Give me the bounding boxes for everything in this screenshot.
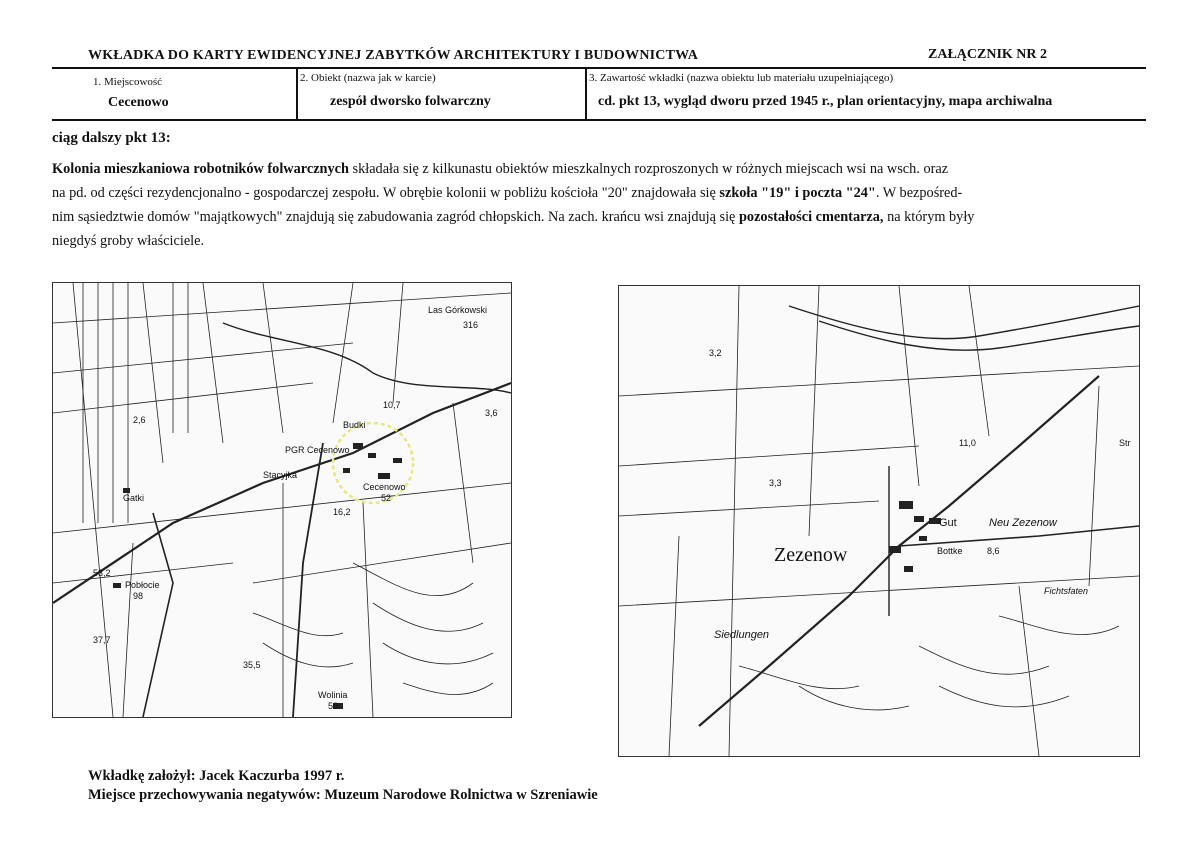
table-top-border <box>52 67 1146 69</box>
svg-text:3,6: 3,6 <box>485 408 498 418</box>
topographic-map-left <box>52 282 512 718</box>
svg-text:316: 316 <box>463 320 479 330</box>
svg-text:3,3: 3,3 <box>769 478 782 488</box>
table-divider-2 <box>585 67 587 120</box>
svg-text:50: 50 <box>328 701 339 711</box>
svg-text:Cecenowo: Cecenowo <box>363 482 406 492</box>
svg-text:Siedlungen: Siedlungen <box>714 629 770 641</box>
body-line-4: niegdyś groby właściciele. <box>52 233 205 249</box>
svg-text:Bottke: Bottke <box>937 546 963 556</box>
table-bottom-border <box>52 119 1146 121</box>
svg-text:PGR Cecenowo: PGR Cecenowo <box>285 445 350 455</box>
svg-text:10,7: 10,7 <box>383 400 401 410</box>
svg-text:3,2: 3,2 <box>709 348 722 358</box>
section-heading: ciąg dalszy pkt 13: <box>52 130 171 146</box>
svg-text:Gatki: Gatki <box>123 493 145 503</box>
svg-text:2,6: 2,6 <box>133 415 146 425</box>
svg-text:35,5: 35,5 <box>243 660 261 670</box>
svg-text:Stacyjka: Stacyjka <box>263 470 298 480</box>
attachment-label: ZAŁĄCZNIK NR 2 <box>928 47 1048 62</box>
svg-text:Budki: Budki <box>343 420 366 430</box>
content-label: 3. Zawartość wkładki (nazwa obiektu lub materiału uzupełniającego) <box>589 72 894 84</box>
svg-text:Wolinia: Wolinia <box>318 690 348 700</box>
body-line-1: Kolonia mieszkaniowa robotników folwarcznych składała się z kilkunastu obiektów mieszkalnych rozproszonych w różnych miejscach wsi na wsch. oraz <box>52 161 949 177</box>
svg-text:37,7: 37,7 <box>93 635 111 645</box>
map-left-drawing <box>53 283 511 717</box>
body-line-2: na pd. od części rezydencjonalno - gospodarczej zespołu. W obrębie kolonii w pobliżu kościoła "20" znajdowała się szkoła "19" i poczta "24". W bezpośred- <box>52 185 963 201</box>
svg-text:16,2: 16,2 <box>333 507 351 517</box>
map-right-drawing <box>619 286 1139 756</box>
created-by-line: Wkładkę założył: Jacek Kaczurba 1997 r. <box>88 768 345 784</box>
document-title: WKŁADKA DO KARTY EWIDENCYJNEJ ZABYTKÓW ARCHITEKTURY I BUDOWNICTWA <box>88 48 699 63</box>
object-label: 2. Obiekt (nazwa jak w karcie) <box>300 72 436 84</box>
negative-storage-line: Miejsce przechowywania negatywów: Muzeum Narodowe Rolnictwa w Szreniawie <box>88 787 598 803</box>
locality-label: 1. Miejscowość <box>93 76 163 88</box>
svg-text:Las Górkowski: Las Górkowski <box>428 305 488 315</box>
svg-text:Str: Str <box>1119 438 1131 448</box>
table-divider-1 <box>296 67 298 120</box>
svg-text:53,2: 53,2 <box>93 568 111 578</box>
svg-text:Neu Zezenow: Neu Zezenow <box>989 517 1057 529</box>
svg-text:98: 98 <box>133 591 144 601</box>
locality-value: Cecenowo <box>108 95 169 110</box>
svg-text:Gut: Gut <box>939 517 957 529</box>
svg-text:Fichtsfaten: Fichtsfaten <box>1044 586 1089 596</box>
object-value: zespół dworsko folwarczny <box>330 94 491 109</box>
svg-text:11,0: 11,0 <box>959 438 976 448</box>
svg-text:Pobłocie: Pobłocie <box>125 580 160 590</box>
content-value: cd. pkt 13, wygląd dworu przed 1945 r., plan orientacyjny, mapa archiwalna <box>598 94 1053 109</box>
body-line-3: nim sąsiedztwie domów "majątkowych" znajdują się zabudowania zagród chłopskich. Na zach. krańcu wsi znajdują się pozostałości cmentarza, na którym były <box>52 209 975 225</box>
svg-text:Zezenow: Zezenow <box>774 544 848 566</box>
svg-text:52: 52 <box>381 493 392 503</box>
svg-text:8,6: 8,6 <box>987 546 1000 556</box>
archival-map-right <box>618 285 1140 757</box>
body-paragraph <box>52 157 1142 253</box>
